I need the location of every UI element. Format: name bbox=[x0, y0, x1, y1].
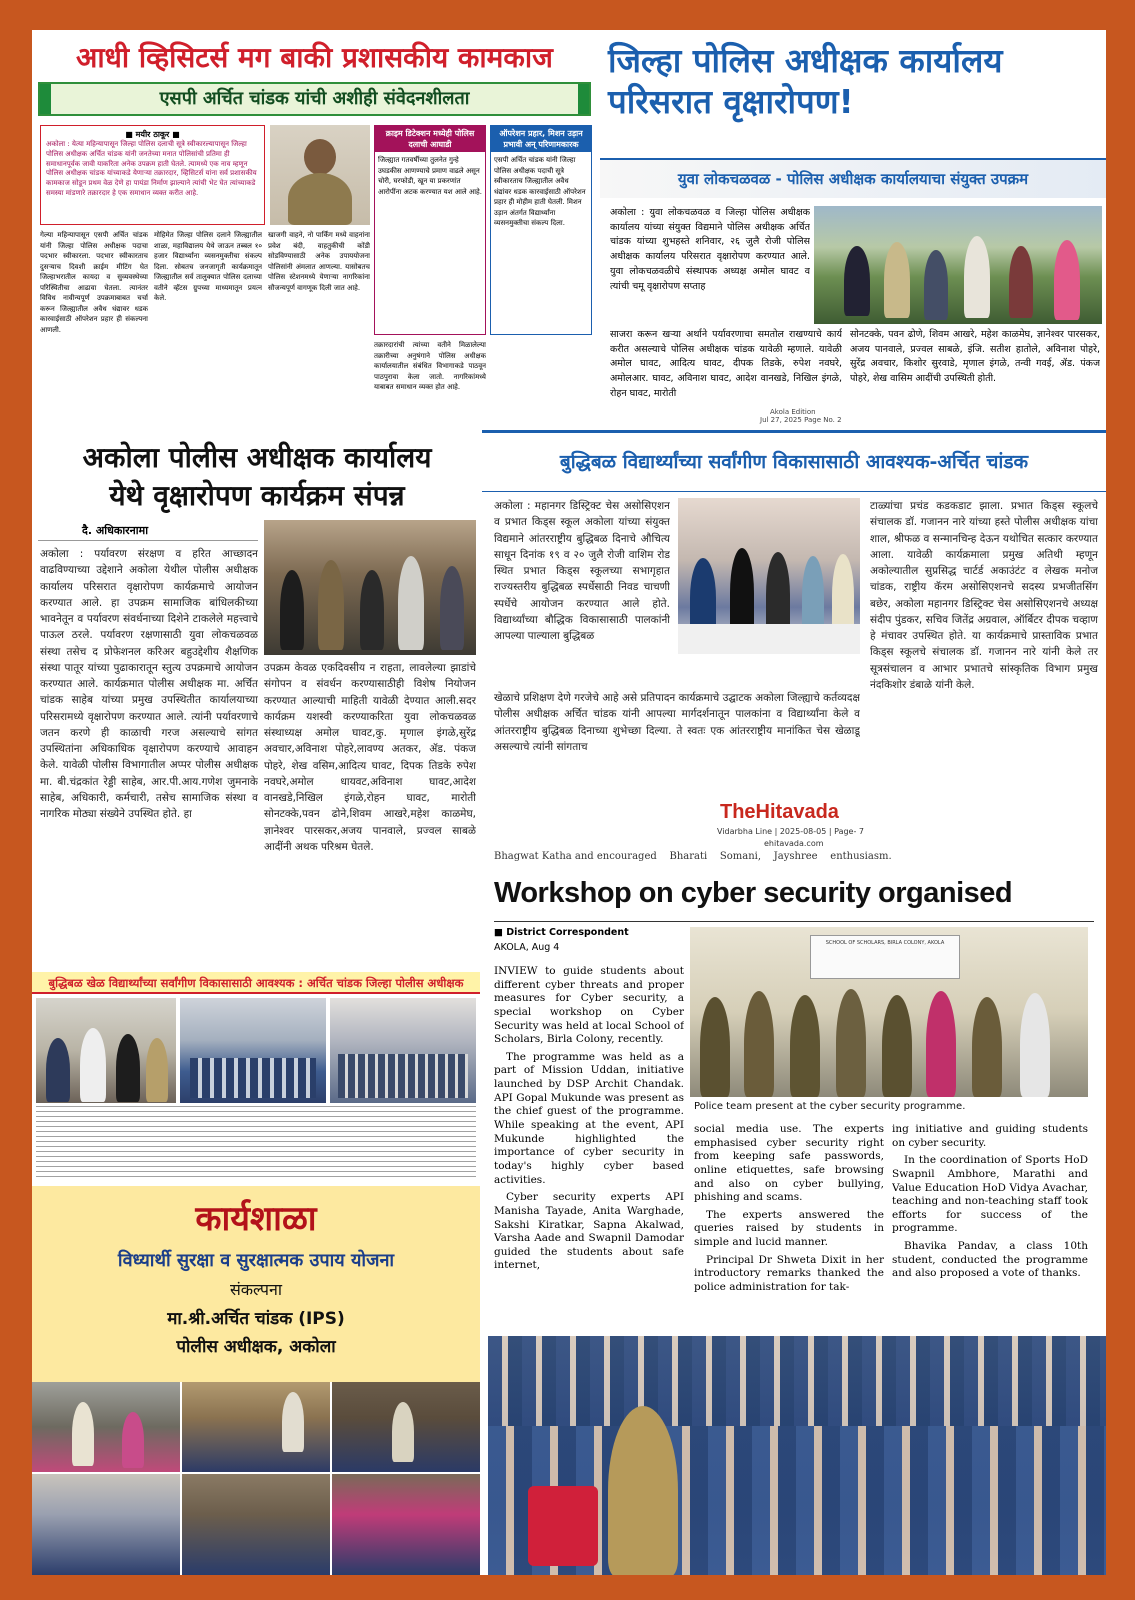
clip4-headline: बुद्धिबळ विद्यार्थ्यांच्या सर्वांगीण विकासासाठी आवश्यक-अर्चित चांडक bbox=[559, 451, 1029, 473]
plantation-photo bbox=[814, 206, 1102, 324]
clip3-body-right: उपक्रम केवळ एकदिवसीय न राहता, लावलेल्या झाडांचे संगोपन व संवर्धन करण्यासाठीही विशेष नियोजन करण्यात आल्याची माहिती यावेळी देण्यात आली.सदर कार्यक्रम यशस्वी करण्याकरिता युवा लोकचळवळ संस्थाध्यक्ष अमोल घावट,कु. मृणाल इंगळे,सुरेंद्र अवचार,अविनाश पोहरे,लावण्य अतकर, ॲड. पंकज पोहरे, शेख वसिम,आदित्य घावट, दिपक तिडके रुपेश नवघरे,अमोल धायवट,अविनाश घावट,आदेश वानखडे,निखिल इंगळे,रोहन घावट, मारोती सोनटक्के,पवन ढोने,शिवम आखरे,महेश काळमेघ, ज्ञानेश्वर पारसकर,अजय पानवाले, प्रज्वल साबळे आदींनी अथक परिश्रम घेतले. bbox=[264, 662, 476, 853]
hitavada-masthead: TheHitavada bbox=[720, 801, 839, 823]
clip1-col1: गेल्या महिन्यापासून एसपी अर्चित चांडक यांनी जिल्हा पोलिस अधीक्षक पदाचा पदभार स्वीकारला. पदभार स्वीकारताच दुसऱ्याच दिवशी क्राईम मीटिंग घेत जिल्हाभरातील कायदा व सुव्यवस्थेच्या परिस्थितीचा आढावा घेतला. त्यानंतर विविध नावीन्यपूर्ण उपक्रमाबाबत चर्चा करून जिल्ह्यातील अवैध धंद्यावर धडक कारवाईसाठी ऑपरेशन प्रहार ही संकल्पना आणली. bbox=[40, 231, 148, 334]
clip-akola-plantation bbox=[32, 428, 482, 968]
poster-name: मा.श्री.अर्चित चांडक (IPS) bbox=[167, 1309, 345, 1329]
students-crowd-photo bbox=[488, 1336, 1106, 1575]
hitavada-headline: Workshop on cyber security organised bbox=[494, 877, 1013, 909]
hitavada-col2-p2: The experts answered the queries raised by students in simple and lucid manner. bbox=[694, 1208, 884, 1249]
clip4-body-left-top: अकोला : महानगर डिस्ट्रिक्ट चेस असोसिएशन व प्रभात किड्स स्कूल अकोला यांच्या संयुक्त विद्यमाने आंतरराष्ट्रीय बुद्धिबळ दिनाचे औचित्य साधून दिनांक १९ व २० जुलै रोजी वाशिम रोड स्थित प्रभात किड्स स्कूलच्या सभागृहात राज्यस्तरीय बुद्धिबळ स्पर्धेसाठी निवड चाचणी स्पर्धेचे आयोजन करण्यात आले होते. विद्यार्थ्यांच्या बौद्धिक विकासासाठी पालकांनी आपल्या पाल्याला बुद्धिबळ bbox=[494, 500, 670, 643]
clip3-plantation-photo bbox=[264, 520, 476, 655]
clip1-box2-body: एसपी अर्चित चांडक यांनी जिल्हा पोलिस अधीक्षक पदाची सूत्रे स्वीकारताच जिल्ह्यातील अवैध धंद्यांवर धडक कारवाईसाठी ऑपरेशन प्रहार ही मोहीम हाती घेतली. मिशन उड़ान अंतर्गत विद्यार्थ्यांना व्यसनमुक्तीचा संकल्प दिला. bbox=[494, 156, 586, 227]
clip6-headline: बुद्धिबळ खेळ विद्यार्थ्यांच्या सर्वांगीण विकासासाठी आवश्यक : अर्चित चांडक जिल्हा पोलीस अधीक्षक bbox=[32, 972, 480, 994]
hitavada-edition: Vidarbha Line | 2025-08-05 | Page- 7 bbox=[717, 827, 864, 836]
chess-photo-3 bbox=[330, 998, 476, 1103]
clip2-edition: Akola Edition bbox=[770, 408, 816, 416]
clip1-col3: खाजगी वाहने, नो पार्किंग मध्ये वाहनांना प्रवेश बंदी, वाहतुकीची कोंडी सोडविण्यासाठी अनेक उपाययोजना पोलिसांनी अंमलात आणल्या. यासोबतच पोलिस स्टेशनमध्ये येणाऱ्या नागरिकांना सौजन्यपूर्ण वागणूक दिली जात आहे. bbox=[268, 231, 370, 292]
workshop-photo-3 bbox=[332, 1382, 480, 1472]
hitavada-site: ehitavada.com bbox=[764, 839, 824, 848]
clip3-byline: दै. अधिकारनामा bbox=[82, 524, 149, 537]
clip-visitors-article bbox=[32, 30, 597, 425]
hitavada-col1-p1: INVIEW to guide students about different cyber threats and proper measures for Cyber security, a special workshop on Cyber Security was held at local School of Scholars, Birla Colony, recently. bbox=[494, 965, 684, 1046]
clip3-body-left: अकोला : पर्यावरण संरक्षण व हरित आच्छादन वाढविण्याच्या उद्देशाने अकोला येथील पोलीस अधीक्षक कार्यालय परिसरात वृक्षारोपण कार्यक्रमाचे आयोजन करण्यात आले. हा उपक्रम सामाजिक बांधिलकीच्या भावनेतून व पर्यावरण संवर्धनाच्या दिशेने टाकलेले महत्त्वाचे पाऊल ठरले. पर्यावरण रक्षणासाठी युवा लोकचळवळ संस्था तसेच द प्रोफेशनल करिअर बहुउद्देशीय शैक्षणिक संस्था पातूर यांच्या पुढाकारातून स्तुत्य उपक्रमाचे आयोजन करण्यात आले. कार्यक्रमात पोलीस अधीक्षक मा. अर्चित चांडक साहेब यांच्या प्रमुख उपस्थितीत कार्यालयाच्या परिसरामध्ये वृक्षारोपण करण्यात आले. त्यांनी पर्यावरणाचे जतन करणे ही काळाची गरज असल्याचे सांगत उपस्थितांना अधिकाधिक वृक्षारोपण करण्याचे आवाहन केले. यावेळी पोलीस विभागातील अप्पर पोलीस अधीक्षक मा. बी.चंद्रकांत रेड्डी साहेब, आर.पी.आय.गणेश जुमनाके साहेब, अधिकारी, कर्मचारी, तसेच सामाजिक संस्था व नागरिक मोठ्या संख्येने उपस्थित होते. हा bbox=[40, 548, 258, 821]
hitavada-col2 bbox=[694, 1123, 884, 1333]
clip2-subheadline: युवा लोकचळवळ - पोलिस अधीक्षक कार्यालयाचा संयुक्त उपक्रम bbox=[677, 170, 1029, 188]
hitavada-col2-p3: Principal Dr Shweta Dixit in her introductory remarks thanked the police administration for tak- bbox=[694, 1253, 884, 1294]
poster-title: कार्यशाळा bbox=[195, 1199, 317, 1239]
workshop-poster bbox=[32, 1186, 480, 1382]
chess-event-photo bbox=[678, 498, 860, 654]
clip1-byline: ■ मयीर ठाकूर ■ bbox=[125, 130, 180, 139]
poster-concept-label: संकल्पना bbox=[229, 1280, 283, 1299]
clip2-headline: जिल्हा पोलिस अधीक्षक कार्यालय परिसरात वृक्षारोपण! bbox=[608, 41, 1003, 122]
clip2-date-line: Jul 27, 2025 Page No. 2 bbox=[760, 416, 842, 424]
clip2-body: अकोला : युवा लोकचळवळ व जिल्हा पोलिस अधीक्षक कार्यालय यांच्या संयुक्त विद्यमाने पोलिस अधीक्षक अर्चित चांडक यांच्या शुभहस्ते शनिवार, २६ जुलै रोजी पोलिस अधीक्षक कार्यालय परिसरात वृक्षारोपण करण्यात आले. युवा लोकचळवळीचे संस्थापक अध्यक्ष अमोल घावट व त्यांची चमू वृक्षारोपण सप्ताह bbox=[610, 207, 810, 292]
workshop-photo-1 bbox=[32, 1382, 180, 1472]
hitavada-col2-p1: social media use. The experts emphasised cyber security right from keeping safe passwords, online etiquettes, safe browsing and also on cyber bullying, phishing and scams. bbox=[694, 1123, 884, 1204]
clip1-col4: तक्रारदारांची त्यांच्या वतीने मिळालेल्या तक्रारीच्या अनुषंगाने पोलिस अधीक्षक कार्यालयातील संबंधित विभागाकडे पाठवून पाठपुरावा केला जातो. नागरिकांमध्ये याबाबत समाधान व्यक्त होत आहे. bbox=[374, 341, 486, 391]
officer-portrait-photo bbox=[270, 125, 370, 225]
poster-designation: पोलीस अधीक्षक, अकोला bbox=[176, 1337, 336, 1357]
chess-photo-1 bbox=[36, 998, 176, 1103]
workshop-photo-4 bbox=[32, 1474, 180, 1575]
workshop-banner bbox=[810, 935, 960, 979]
workshop-photo-2 bbox=[182, 1382, 330, 1472]
clip3-headline-1: अकोला पोलीस अधीक्षक कार्यालय bbox=[82, 441, 432, 474]
clip4-body-right: टाळ्यांचा प्रचंड कडकडाट झाला. प्रभात किड्स स्कूलचे संचालक डॉ. गजानन नारे यांच्या हस्ते पोलीस अधीक्षक यांचा शाल, श्रीफळ व सन्मानचिन्ह देऊन यथोचित सत्कार करण्यात आला. यावेळी कार्यक्रमाला प्रमुख अतिथी म्हणून अकोल्यातील सुप्रसिद्ध चार्टर्ड अकाउंटंट व लेखक मनोज चांडक, राष्ट्रीय कॅरम असोसिएशनचे सदस्य प्रभजीतसिंग बछेर, अकोला महानगर डिस्ट्रिक्ट चेस असोसिएशनचे अध्यक्ष संदीप पुंडकर, सचिव जितेंद्र अग्रवाल, ऑर्बिटर दीपक चव्हाण हे मंचावर उपस्थित होते. या कार्यक्रमाचे प्रास्ताविक प्रभात किड्स स्कूलचे संचालक डॉ. गजानन नारे यांनी केले तर सूत्रसंचालन व आभार प्रभातचे सांस्कृतिक विभाग प्रमुख नंदकिशोर डंबाळे यांनी केले. bbox=[870, 500, 1098, 691]
clip1-box2 bbox=[490, 125, 592, 335]
collage-frame bbox=[32, 30, 1106, 1575]
poster-subtitle: विध्यार्थी सुरक्षा व सुरक्षात्मक उपाय योजना bbox=[117, 1250, 395, 1271]
hitavada-dateline: AKOLA, Aug 4 bbox=[494, 942, 560, 953]
clip3-headline-2: येथे वृक्षारोपण कार्यक्रम संपन्न bbox=[109, 479, 405, 512]
clip1-subheadline: एसपी अर्चित चांडक यांची अशीही संवेदनशीलता bbox=[159, 88, 470, 109]
clip-chess-collage bbox=[32, 972, 480, 1184]
clip2-body2: साजरा करून खऱ्या अर्थाने पर्यावरणाचा समतोल राखण्याचे कार्य करीत असल्याचे पोलिस अधीक्षक चांडक यावेळी म्हणाले. यावेळी अमोल घावट, आदित्य घावट, दीपक तिडके, रुपेश नवघरे, अमोलआर. घावट, अविनाश घावट, आदेश वानखडे, निखिल इंगळे, रोहन घावट, मारोती bbox=[610, 329, 842, 399]
clip-plantation-news bbox=[600, 30, 1106, 425]
hitavada-col3-p1: ing initiative and guiding students on cyber security. bbox=[892, 1123, 1088, 1149]
clip1-intro-box bbox=[40, 125, 265, 225]
clip2-subheadline-band bbox=[600, 158, 1106, 198]
clip6-text-strip bbox=[36, 1106, 476, 1178]
hitavada-col3 bbox=[892, 1123, 1088, 1333]
hitavada-col1 bbox=[494, 965, 684, 1335]
workshop-photo-5 bbox=[182, 1474, 330, 1575]
clip1-box1-title: क्राइम डिटेक्शन मध्येही पोलिस दलाची आघाडी bbox=[375, 126, 485, 152]
clip-hitavada-article bbox=[482, 795, 1106, 1335]
clip1-box1-body: जिल्ह्यात गतवर्षीच्या तुलनेत गुन्हे उघडकीस आणण्याचे प्रमाण वाढले असून चोरी, घरफोडी, खून या प्रकरणांत आरोपींना अटक करण्यात यश आले आहे. bbox=[378, 156, 482, 196]
hitavada-byline: ■ District Correspondent bbox=[494, 927, 629, 938]
workshop-photo-6 bbox=[332, 1474, 480, 1575]
clip1-headline: आधी व्हिसिटर्स मग बाकी प्रशासकीय कामकाज bbox=[76, 41, 553, 74]
hitavada-col1-p3: Cyber security experts API Manisha Tayade, Anita Warghade, Sakshi Kiratkar, Sapna Akalwad, Varsha Aade and Swapnil Damodar guided the students about safe internet, bbox=[494, 1191, 684, 1272]
clip2-body3: सोनटक्के, पवन ढोणे, शिवम आखरे, महेश काळमेघ, ज्ञानेश्वर पारसकर, अजय पानवाले, प्रज्वल साबळे, इंजि. सतीश हातोले, अविनाश पोहरे, सुरेंद्र अवचार, किशोर सुरवाडे, मृणाल इंगळे, तन्वी गवई, ॲड. पंकज पोहरे, शेख वासिम आदींची उपस्थिती होती. bbox=[850, 329, 1100, 385]
clip1-box2-title: ऑपरेशन प्रहार, मिशन उड़ान प्रभावी अन् परिणामकारक bbox=[491, 126, 591, 152]
banner-text: SCHOOL OF SCHOLARS, BIRLA COLONY, AKOLA bbox=[825, 940, 945, 946]
cyber-workshop-photo bbox=[690, 927, 1088, 1097]
clip1-col2: मोहिमेत जिल्हा पोलिस दलाने जिल्ह्यातील शाळा, महाविद्यालय येथे जाऊन तब्बल १० हजार विद्यार्थ्यांना व्यसनमुक्तीचा संकल्प दिला. सोबतच जनजागृती कार्यक्रमातून जिल्ह्यातील सर्व तालुक्यात पोलिस दलाच्या वतीने व्हॅटस ग्रुपच्या माध्यमातून प्रयत्न केले. bbox=[154, 231, 262, 302]
hitavada-top-snippet: Bhagwat Katha and encouraged Bharati Somani, Jayshree enthusiasm. bbox=[494, 851, 892, 862]
clip1-subheadline-band bbox=[38, 82, 591, 116]
clip1-box1 bbox=[374, 125, 486, 335]
clip4-body-left-bottom: खेळाचे प्रशिक्षण देणे गरजेचे आहे असे प्रतिपादन कार्यक्रमाचे उद्घाटक अकोला जिल्ह्याचे कर्तव्यदक्ष पोलीस अधीक्षक अर्चित चांडक यांनी आपल्या मार्गदर्शनातून पालकांना व विद्यार्थ्यांना केले व आंतरराष्ट्रीय बुद्धिबळ दिनाच्या शुभेच्छा दिल्या. ते स्वतः एक आंतरराष्ट्रीय मानांकित चेस खेळाडू असल्याचे त्यांनी सांगताच bbox=[494, 692, 860, 753]
clip4-headline-band bbox=[482, 430, 1106, 492]
hitavada-col3-p3: Bhavika Pandav, a class 10th student, conducted the programme and also proposed a vote of thanks. bbox=[892, 1240, 1088, 1280]
clip1-intro: अकोला : येत्या महिन्यापासून जिल्हा पोलिस दलाची सूत्रे स्वीकारल्यापासून जिल्हा पोलिस अधीक्षक अर्चित चांडक यांनी जनतेच्या मनात पोलिसांची प्रतिमा ही समाधानपूर्वक जावी याकरिता अनेक उपक्रम हाती घेतले. त्यामध्ये एक नाव म्हणून पोलिस अधीक्षक चांडक यांच्याकडे येणाऱ्या तक्रारदार, व्हिसिटर्स यांना सर्व प्रशासकीय कामकाज सोडून प्रथम वेळ देणे हा पायंडा निर्माण झाल्याने त्यांची भेट घेत त्यांच्याकडे समस्या मांडणारे तक्रारदार हे एक समाधान व्यक्त करीत आहे. bbox=[46, 140, 257, 197]
hitavada-caption: Police team present at the cyber security programme. bbox=[694, 1101, 966, 1112]
chess-photo-2 bbox=[180, 998, 326, 1103]
hitavada-col3-p2: In the coordination of Sports HoD Swapnil Ambhore, Marathi and Value Education HoD Vidya Avachar, teaching and non-teaching staff took efforts for success of the programme. bbox=[892, 1154, 1088, 1235]
hitavada-col1-p2: The programme was held as a part of Mission Uddan, initiative launched by DSP Archit Chandak. API Gopal Mukunde was present as the chief guest of the programme. While speaking at the event, API Mukunde highlighted the importance of cyber security in today's highly cyber based activities. bbox=[494, 1050, 684, 1186]
clip-chess-article bbox=[482, 428, 1106, 793]
